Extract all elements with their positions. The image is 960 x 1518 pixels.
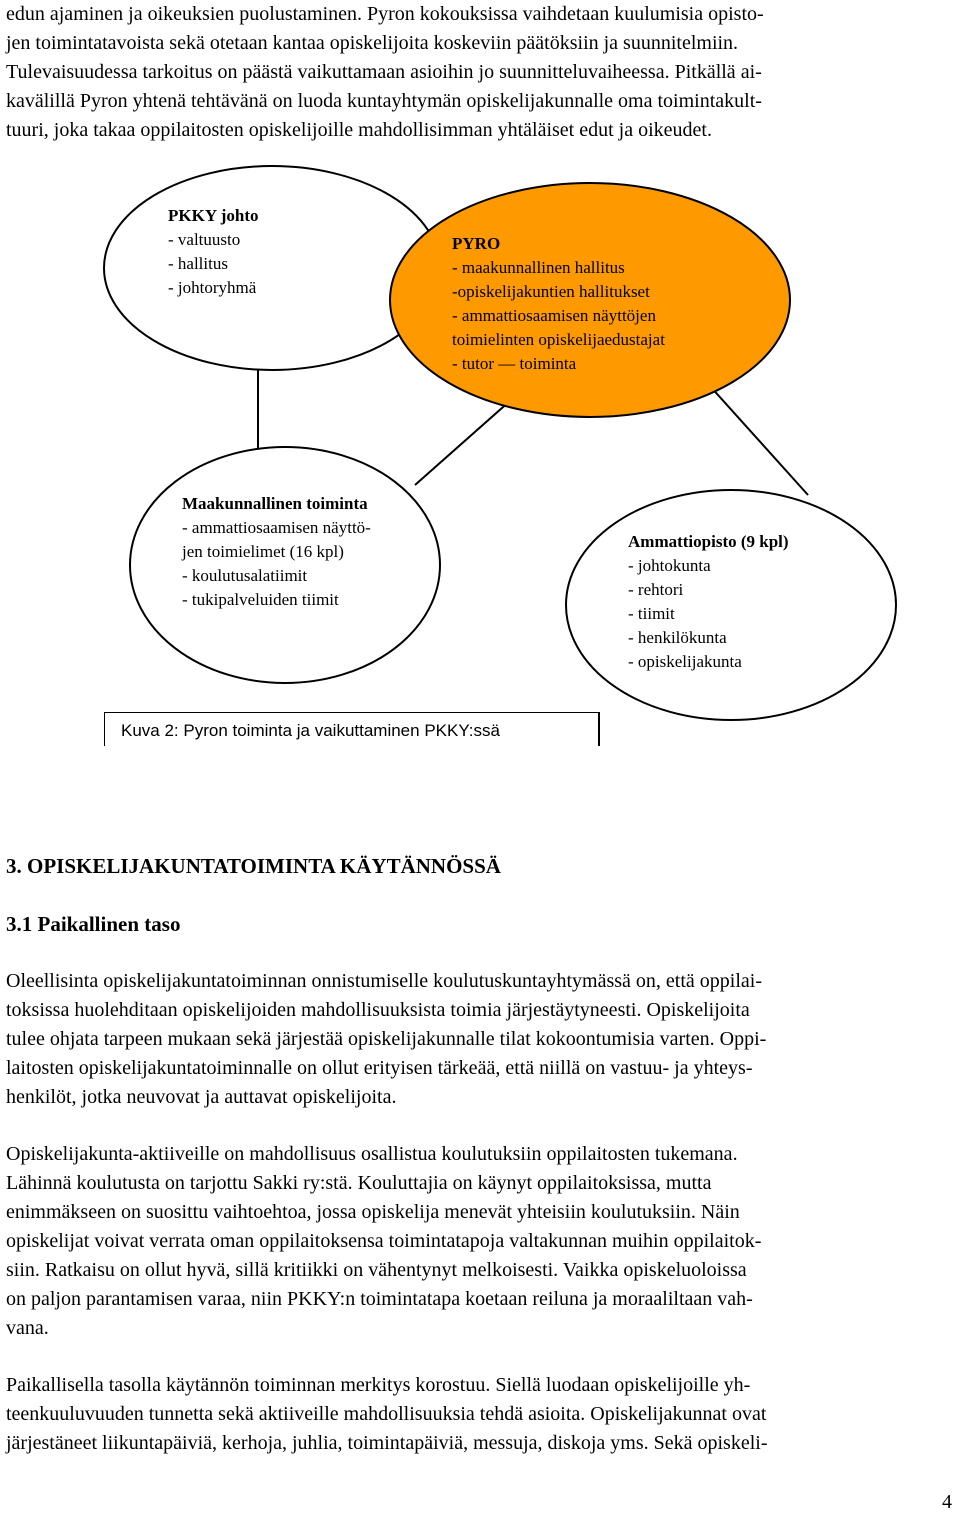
paragraph-line: toksissa huolehditaan opiskelijoiden mahdollisuuksista toimia järjestäytyneesti. Opiskelijoita (6, 999, 750, 1021)
pyro-node-text (452, 232, 665, 376)
ammattiopisto-item: - henkilökunta (628, 628, 727, 647)
maakunnallinen-item: jen toimielimet (16 kpl) (182, 542, 344, 561)
figure-caption-box (104, 712, 600, 746)
paragraph-line: laitosten opiskelijakuntatoiminnalle on ollut erityisen tärkeää, että niillä on vastuu- ja yhteys- (6, 1057, 753, 1079)
ammattiopisto-title: Ammattiopisto (9 kpl) (628, 532, 789, 551)
subsection-heading: 3.1 Paikallinen taso (6, 912, 181, 936)
ammattiopisto-item: - rehtori (628, 580, 684, 599)
pkky-node (104, 166, 440, 370)
ammattiopisto-node-text (628, 530, 789, 674)
pyro-item: - maakunnallinen hallitus (452, 258, 625, 277)
paragraph-line: teenkuuluvuuden tunnetta sekä aktiiveille mahdollisuuksia tehdä asioita. Opiskelijakunnat ovat (6, 1403, 767, 1425)
paragraph-line: Opiskelijakunta-aktiiveille on mahdollisuus osallistua koulutuksiin oppilaitosten tukemana. (6, 1143, 738, 1165)
paragraph-line: tulee ohjata tarpeen mukaan sekä järjestää opiskelijakunnalle tilat kokoontumisia varten. Oppi- (6, 1028, 767, 1050)
intro-line: jen toimintatavoista sekä otetaan kantaa opiskelijoita koskeviin päätöksiin ja suunnitelmiin. (6, 32, 739, 54)
paragraph-line: Paikallisella tasolla käytännön toiminnan merkitys korostuu. Siellä luodaan opiskelijoille yh- (6, 1374, 751, 1396)
intro-line: tuuri, joka takaa oppilaitosten opiskelijoille mahdollisimman yhtäläiset edut ja oikeudet. (6, 119, 712, 141)
pkky-item: - johtoryhmä (168, 278, 257, 297)
maakunnallinen-item: - tukipalveluiden tiimit (182, 590, 339, 609)
page-number: 4 (942, 1491, 952, 1513)
ammattiopisto-item: - johtokunta (628, 556, 711, 575)
maakunnallinen-node-text (182, 492, 371, 612)
connector-pyro-ammattiopisto (700, 375, 808, 495)
maakunnallinen-title: Maakunnallinen toiminta (182, 494, 368, 513)
paragraph-line: vana. (6, 1317, 49, 1339)
ammattiopisto-item: - opiskelijakunta (628, 652, 742, 671)
paragraph-line: järjestäneet liikuntapäiviä, kerhoja, juhlia, toimintapäiviä, messuja, diskoja yms. Sekä opiskeli- (6, 1432, 768, 1454)
figure-caption: Kuva 2: Pyron toiminta ja vaikuttaminen PKKY:ssä (121, 721, 500, 740)
intro-line: edun ajaminen ja oikeuksien puolustaminen. Pyron kokouksissa vaihdetaan kuulumisia opisto- (6, 3, 764, 25)
paragraph-line: opiskelijat voivat verrata oman oppilaitoksensa toimintatapoja valtakunnan muihin oppilaitok- (6, 1230, 762, 1252)
pyro-item: - tutor — toiminta (452, 354, 577, 373)
ammattiopisto-item: - tiimit (628, 604, 675, 623)
section-heading: 3. OPISKELIJAKUNTATOIMINTA KÄYTÄNNÖSSÄ (6, 854, 501, 878)
paragraph-line: henkilöt, jotka neuvovat ja auttavat opiskelijoita. (6, 1086, 397, 1108)
pyro-item: - ammattiosaamisen näyttöjen (452, 306, 656, 325)
pkky-item: - hallitus (168, 254, 228, 273)
maakunnallinen-item: - koulutusalatiimit (182, 566, 308, 585)
pyro-title: PYRO (452, 234, 501, 253)
intro-line: kavälillä Pyron yhtenä tehtävänä on luoda kuntayhtymän opiskelijakunnalle oma toimintakult- (6, 90, 762, 112)
maakunnallinen-item: - ammattiosaamisen näyttö- (182, 518, 371, 537)
pkky-item: - valtuusto (168, 230, 241, 249)
intro-line: Tulevaisuudessa tarkoitus on päästä vaikuttamaan asioihin jo suunnitteluvaiheessa. Pitkällä ai- (6, 61, 762, 83)
pkky-node-text (168, 204, 259, 300)
pkky-title: PKKY johto (168, 206, 259, 225)
paragraph-line: on paljon parantamisen varaa, niin PKKY:n toimintatapa koetaan reiluna ja moraaliltaan vah- (6, 1288, 753, 1310)
paragraph-line: Oleellisinta opiskelijakuntatoiminnan onnistumiselle koulutuskuntayhtymässä on, että oppilai- (6, 970, 762, 992)
paragraph-line: Lähinnä koulutusta on tarjottu Sakki ry:stä. Kouluttajia on käynyt oppilaitoksissa, mutta (6, 1172, 712, 1194)
paragraph-line: siin. Ratkaisu on ollut hyvä, sillä kritiikki on vähentynyt melkoisesti. Vaikka opiskeluoloissa (6, 1259, 747, 1281)
paragraph-line: enimmäkseen on suosittu vaihtoehtoa, jossa opiskelija menevät yhteisiin koulutuksiin. Näin (6, 1201, 740, 1223)
pyro-item: toimielinten opiskelijaedustajat (452, 330, 665, 349)
pyro-item: -opiskelijakuntien hallitukset (452, 282, 650, 301)
